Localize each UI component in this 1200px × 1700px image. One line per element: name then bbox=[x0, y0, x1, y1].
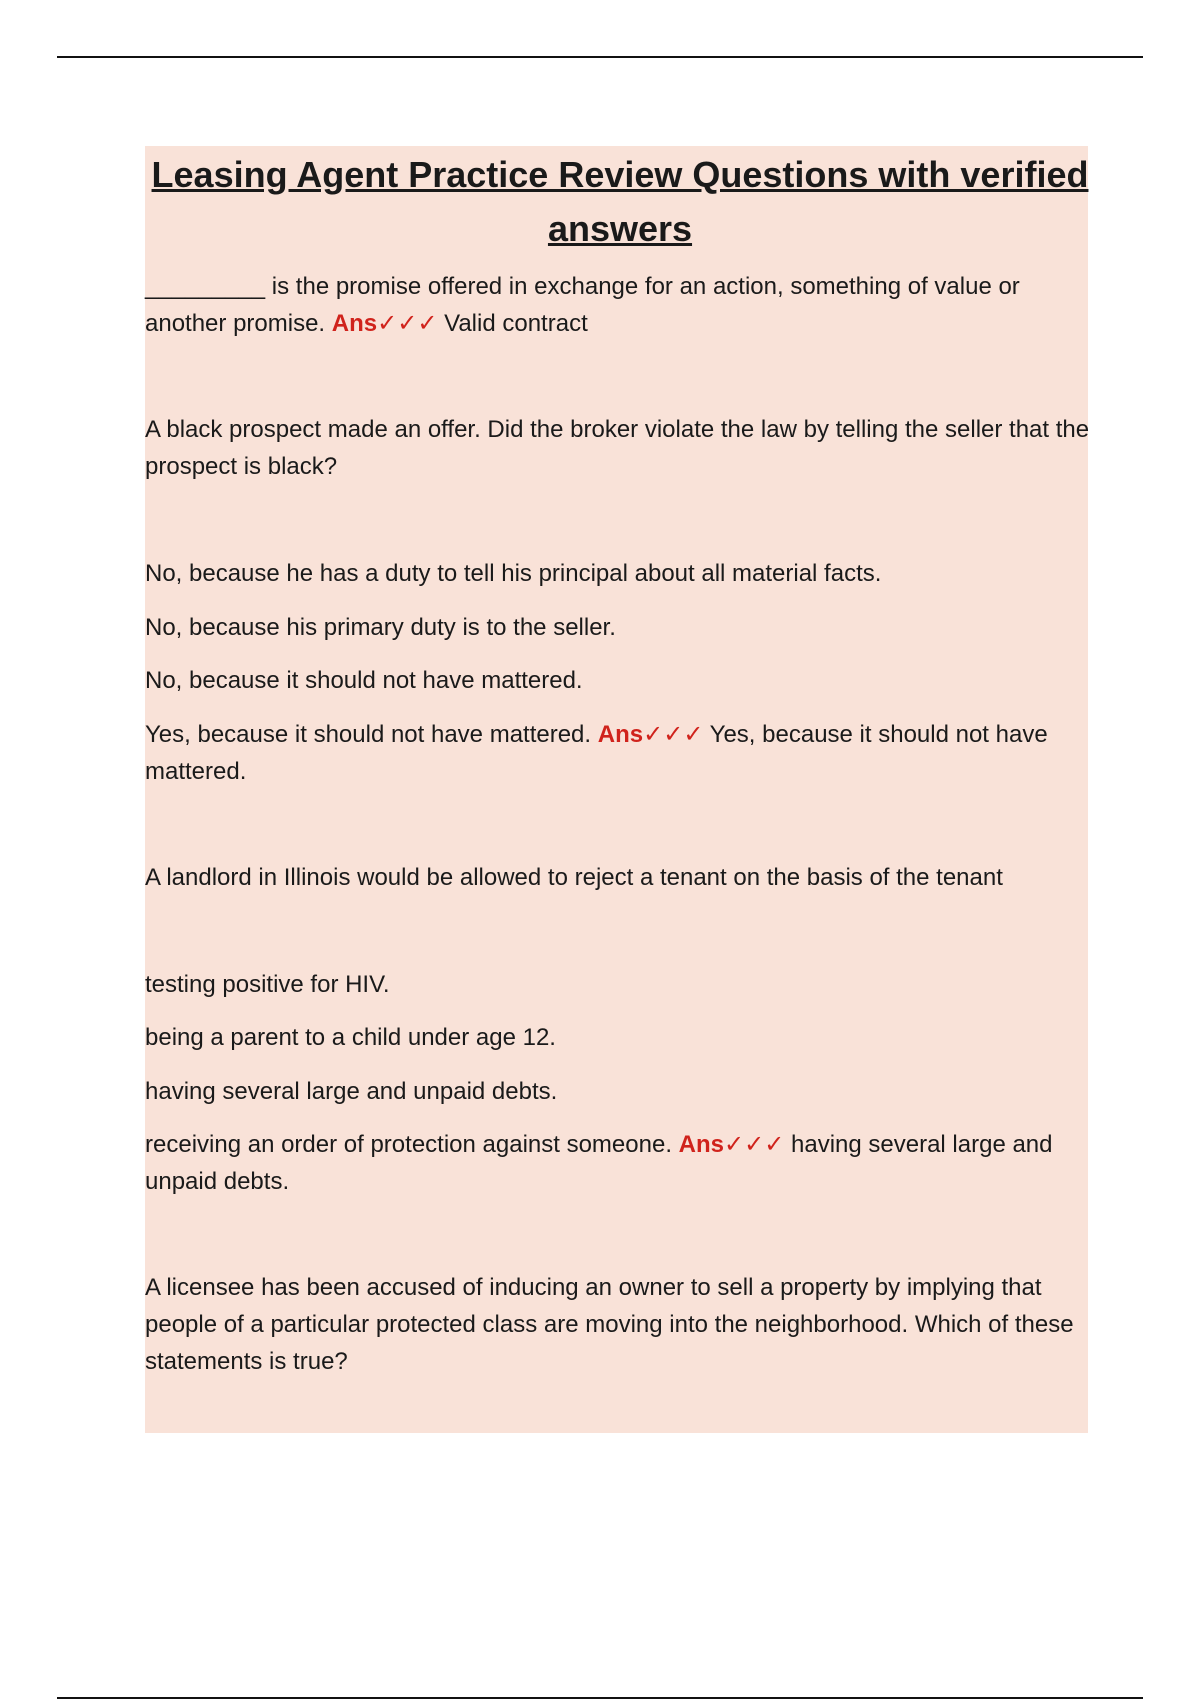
document-content bbox=[145, 146, 1095, 1380]
question-4: A licensee has been accused of inducing an owner to sell a property by implying that people of a particular protected class are moving into the neighborhood. Which of these statements is true? bbox=[145, 1274, 1074, 1375]
top-rule bbox=[57, 56, 1143, 58]
check-marks-icon: ✓✓✓ bbox=[377, 310, 438, 337]
check-marks-icon: ✓✓✓ bbox=[643, 721, 704, 748]
option: No, because his primary duty is to the seller. bbox=[145, 614, 616, 641]
option: No, because it should not have mattered. bbox=[145, 667, 583, 694]
answer-text: Yes, because it should not have mattered. bbox=[145, 721, 1048, 785]
question-1 bbox=[145, 268, 1095, 342]
answer-label: Ans bbox=[331, 310, 378, 337]
bottom-rule bbox=[57, 1697, 1143, 1699]
question-1-text: _________ is the promise offered in exchange for an action, something of value or another promise. bbox=[145, 273, 1020, 337]
answer-label: Ans bbox=[678, 1131, 724, 1158]
option-text: Yes, because it should not have mattered. bbox=[145, 721, 598, 748]
answer-label: Ans bbox=[597, 721, 644, 748]
option-with-answer bbox=[145, 1126, 1095, 1200]
option: No, because he has a duty to tell his principal about all material facts. bbox=[145, 560, 882, 587]
question-3: A landlord in Illinois would be allowed to reject a tenant on the basis of the tenant bbox=[145, 864, 1003, 891]
option: testing positive for HIV. bbox=[145, 971, 390, 998]
option-with-answer bbox=[145, 716, 1095, 790]
answer-text: Valid contract bbox=[437, 310, 588, 337]
document-title: Leasing Agent Practice Review Questions with verified answers bbox=[151, 154, 1089, 249]
option: having several large and unpaid debts. bbox=[145, 1078, 558, 1105]
answer-text: having several large and unpaid debts. bbox=[145, 1131, 1053, 1195]
question-2: A black prospect made an offer. Did the broker violate the law by telling the seller that the prospect is black? bbox=[145, 416, 1090, 480]
option-text: receiving an order of protection against someone. bbox=[145, 1131, 679, 1158]
check-marks-icon: ✓✓✓ bbox=[724, 1131, 785, 1158]
option: being a parent to a child under age 12. bbox=[145, 1024, 556, 1051]
